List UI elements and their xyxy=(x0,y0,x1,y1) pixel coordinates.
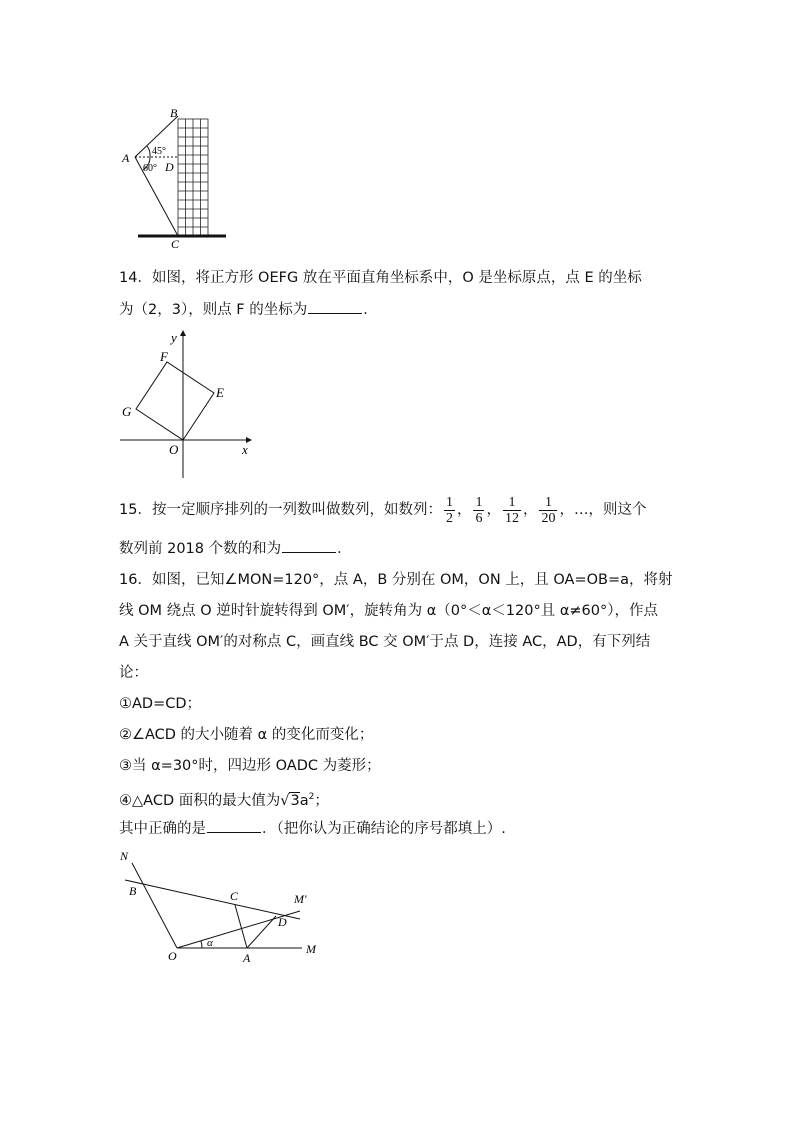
q15-text-2-end: ． xyxy=(337,541,352,557)
fraction-2: $\frac{1}{6}$ xyxy=(475,494,483,526)
conclusion-4-text: ④△ACD 面积的最大值为 xyxy=(119,792,281,809)
exponent-2: 2 xyxy=(308,792,315,802)
label-y: y xyxy=(171,330,177,345)
q14-line-1 xyxy=(119,268,642,288)
q15-text-1-end: …，则这个 xyxy=(573,502,647,518)
separator: ， xyxy=(559,502,574,518)
figure-13-building-diagram xyxy=(110,100,230,250)
q16-conclusion-1 xyxy=(119,694,201,714)
fraction-4: $\frac{1}{20}$ xyxy=(541,494,556,526)
sqrt-3-a-squared: √3 xyxy=(280,792,300,809)
separator: ， xyxy=(486,502,501,518)
label-O: O xyxy=(169,442,179,457)
q14-number: 14． xyxy=(119,270,152,286)
q16-conclusion-4 xyxy=(119,787,329,811)
conclusion-3-text: ③当 α=30°时，四边形 OADC 为菱形； xyxy=(119,758,381,774)
label-C: C xyxy=(230,889,239,903)
angle-45-label: 45° xyxy=(152,146,166,157)
q16-line-2 xyxy=(119,601,658,621)
q16-conclusion-3 xyxy=(119,756,381,776)
label-C: C xyxy=(171,237,180,250)
q16-answer-prompt: 其中正确的是 xyxy=(119,821,206,837)
sight-lines xyxy=(135,116,178,236)
square-OEFG xyxy=(136,362,214,440)
label-B: B xyxy=(129,884,137,898)
segment-AC xyxy=(235,905,247,948)
q15-line-1 xyxy=(119,493,646,527)
q14-line-2 xyxy=(119,299,378,320)
q16-answer-line xyxy=(119,818,506,839)
q16-text-4: 论： xyxy=(119,665,148,681)
segment-AD xyxy=(247,916,276,948)
figure-16-rotation-diagram xyxy=(110,845,330,970)
q15-text-2: 数列前 2018 个数的和为 xyxy=(119,541,282,557)
q15-text-1: 按一定顺序排列的一列数叫做数列，如数列： xyxy=(151,502,442,518)
q16-conclusion-2 xyxy=(119,725,373,745)
separator: ， xyxy=(456,502,472,518)
label-E: E xyxy=(216,385,224,400)
q15-answer-blank[interactable] xyxy=(282,538,336,553)
q16-number: 16． xyxy=(119,572,152,588)
conclusion-1-text: ①AD=CD； xyxy=(119,696,202,712)
fraction-1: $\frac{1}{2}$ xyxy=(445,494,453,526)
y-axis-arrow xyxy=(180,330,186,336)
label-N: N xyxy=(120,849,129,863)
q14-text-2-end: ． xyxy=(363,302,378,318)
label-O: O xyxy=(168,949,177,963)
label-G: G xyxy=(122,404,132,419)
q16-text-3: A 关于直线 OM′的对称点 C，画直线 BC 交 OM′于点 D，连接 AC，AD，有下列结 xyxy=(119,634,651,650)
q16-answer-suffix: ．（把你认为正确结论的序号都填上）. xyxy=(262,821,506,837)
label-alpha: α xyxy=(207,937,213,949)
q16-text-1: 如图，已知∠MON=120°，点 A，B 分别在 OM，ON 上，且 OA=OB=a，将射 xyxy=(151,572,673,588)
label-M: M xyxy=(306,942,316,956)
label-x: x xyxy=(242,442,248,457)
label-D: D xyxy=(278,915,287,929)
conclusion-2-text: ②∠ACD 的大小随着 α 的变化而变化； xyxy=(119,727,374,743)
angle-60-label: 60° xyxy=(143,163,157,174)
q14-text-1: 如图，将正方形 OEFG 放在平面直角坐标系中，O 是坐标原点，点 E 的坐标 xyxy=(151,270,642,286)
label-D: D xyxy=(165,160,174,174)
variable-a: a xyxy=(299,792,309,809)
label-A: A xyxy=(243,951,251,965)
figure-14-coordinate-square xyxy=(112,330,262,480)
q14-text-2: 为（2，3），则点 F 的坐标为 xyxy=(119,302,308,318)
q14-answer-blank[interactable] xyxy=(308,299,362,314)
q16-line-3 xyxy=(119,632,650,652)
q16-answer-blank[interactable] xyxy=(207,818,261,833)
q15-number: 15． xyxy=(119,502,152,518)
separator: ， xyxy=(522,502,538,518)
q16-line-1 xyxy=(119,570,673,590)
q15-line-2 xyxy=(119,538,352,559)
label-B: B xyxy=(170,106,178,120)
building-grid xyxy=(178,119,208,235)
conclusion-4-end: ； xyxy=(314,792,329,809)
q16-text-2: 线 OM 绕点 O 逆时针旋转得到 OM′，旋转角为 α（0°＜α＜120°且 α≠60°），作点 xyxy=(119,603,658,619)
angle-alpha-arc xyxy=(201,941,202,948)
label-F: F xyxy=(160,349,168,364)
label-M-prime: M′ xyxy=(294,892,307,906)
q16-line-4 xyxy=(119,663,148,683)
label-A: A xyxy=(122,151,130,165)
fraction-3: $\frac{1}{12}$ xyxy=(504,494,519,526)
ray-ON xyxy=(132,863,177,948)
